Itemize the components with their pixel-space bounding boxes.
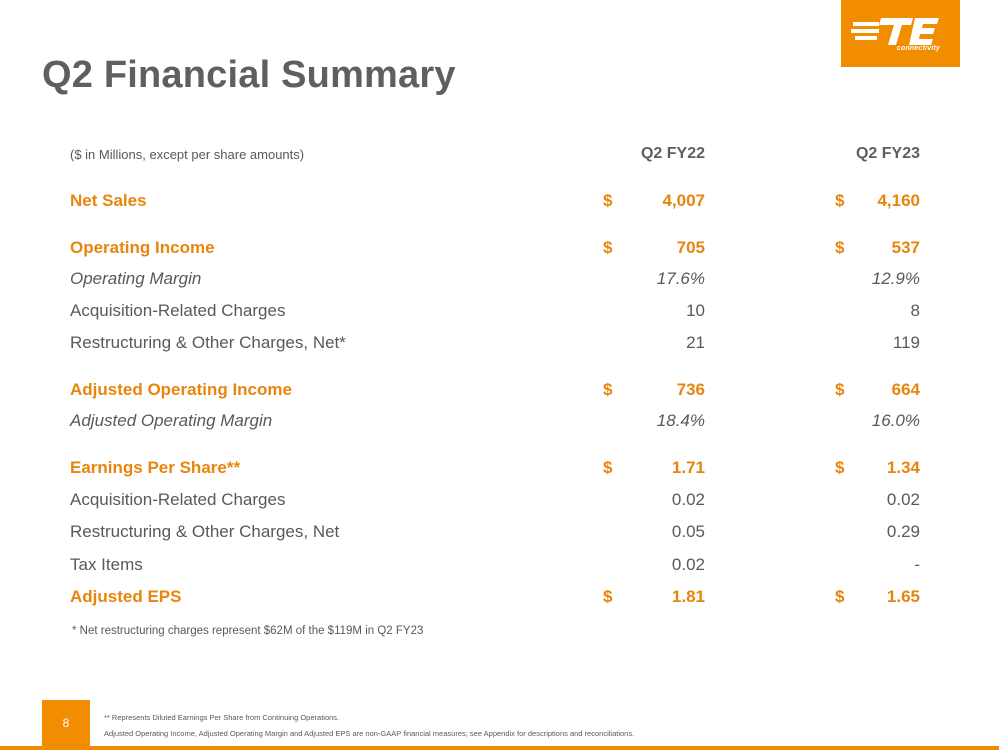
table-row bbox=[0, 267, 999, 291]
row-label: Tax Items bbox=[70, 555, 143, 574]
value-q2-fy22: 0.05 bbox=[671, 522, 705, 541]
value-q2-fy22: 1.81 bbox=[671, 587, 705, 606]
table-row bbox=[0, 299, 999, 323]
value-q2-fy23: 12.9% bbox=[871, 269, 920, 288]
table-row bbox=[0, 409, 999, 433]
table-row bbox=[0, 456, 999, 480]
value-q2-fy23: - bbox=[914, 555, 920, 574]
row-label: Earnings Per Share** bbox=[70, 458, 241, 477]
column-header-q2-fy22: Q2 FY22 bbox=[640, 145, 705, 162]
currency-symbol: $ bbox=[603, 238, 613, 257]
currency-symbol: $ bbox=[603, 191, 613, 210]
table-row bbox=[0, 520, 999, 544]
currency-symbol: $ bbox=[603, 587, 613, 606]
currency-symbol: $ bbox=[603, 380, 613, 399]
value-q2-fy23: 537 bbox=[891, 238, 920, 257]
table-row bbox=[0, 585, 999, 609]
column-header-q2-fy23: Q2 FY23 bbox=[855, 145, 920, 162]
value-q2-fy22: 0.02 bbox=[671, 555, 705, 574]
currency-symbol: $ bbox=[835, 238, 845, 257]
row-label: Acquisition-Related Charges bbox=[70, 301, 286, 320]
row-label: Restructuring & Other Charges, Net* bbox=[70, 333, 346, 352]
value-q2-fy22: 705 bbox=[676, 238, 705, 257]
row-label: Restructuring & Other Charges, Net bbox=[70, 522, 340, 541]
te-connectivity-logo bbox=[841, 0, 960, 67]
value-q2-fy22: 17.6% bbox=[656, 269, 705, 288]
value-q2-fy23: 4,160 bbox=[877, 191, 920, 210]
value-q2-fy22: 0.02 bbox=[671, 490, 705, 509]
value-q2-fy22: 736 bbox=[676, 380, 705, 399]
page-title: Q2 Financial Summary bbox=[42, 54, 456, 96]
value-q2-fy22: 10 bbox=[686, 301, 705, 320]
currency-symbol: $ bbox=[835, 380, 845, 399]
te-logo-icon bbox=[851, 12, 946, 46]
row-label: Acquisition-Related Charges bbox=[70, 490, 286, 509]
row-label: Adjusted EPS bbox=[70, 587, 182, 606]
table-row bbox=[0, 189, 999, 213]
row-label: Operating Income bbox=[70, 238, 215, 257]
table-row bbox=[0, 331, 999, 355]
currency-symbol: $ bbox=[835, 191, 845, 210]
logo-subtitle: connectivity bbox=[896, 45, 940, 52]
value-q2-fy23: 119 bbox=[892, 333, 920, 352]
table-row bbox=[0, 236, 999, 260]
row-label: Adjusted Operating Margin bbox=[70, 411, 273, 430]
page-number bbox=[42, 700, 90, 746]
value-q2-fy23: 1.65 bbox=[886, 587, 920, 606]
row-label: Operating Margin bbox=[70, 269, 202, 288]
value-q2-fy23: 0.02 bbox=[886, 490, 920, 509]
value-q2-fy22: 21 bbox=[686, 333, 705, 352]
table-row bbox=[0, 488, 999, 512]
value-q2-fy23: 664 bbox=[891, 380, 920, 399]
fine-print-eps-note: ** Represents Diluted Earnings Per Share from Continuing Operations. bbox=[104, 713, 340, 722]
table-row bbox=[0, 553, 999, 577]
bottom-accent-line bbox=[0, 746, 999, 750]
fine-print-non-gaap-note: Adjusted Operating Income, Adjusted Operating Margin and Adjusted EPS are non-GAAP financial measures; see Appendix for descriptions and reconciliations. bbox=[104, 729, 635, 738]
value-q2-fy23: 1.34 bbox=[886, 458, 920, 477]
row-label: Adjusted Operating Income bbox=[70, 380, 292, 399]
table-row bbox=[0, 378, 999, 402]
restructuring-footnote: * Net restructuring charges represent $62M of the $119M in Q2 FY23 bbox=[72, 625, 424, 637]
value-q2-fy22: 1.71 bbox=[671, 458, 705, 477]
value-q2-fy22: 4,007 bbox=[662, 191, 705, 210]
page-number-text: 8 bbox=[62, 716, 70, 730]
units-note: ($ in Millions, except per share amounts) bbox=[70, 147, 305, 162]
row-label: Net Sales bbox=[70, 191, 147, 210]
currency-symbol: $ bbox=[835, 587, 845, 606]
value-q2-fy23: 16.0% bbox=[871, 411, 920, 430]
value-q2-fy23: 8 bbox=[910, 301, 920, 320]
currency-symbol: $ bbox=[835, 458, 845, 477]
currency-symbol: $ bbox=[603, 458, 613, 477]
value-q2-fy22: 18.4% bbox=[656, 411, 705, 430]
value-q2-fy23: 0.29 bbox=[886, 522, 920, 541]
